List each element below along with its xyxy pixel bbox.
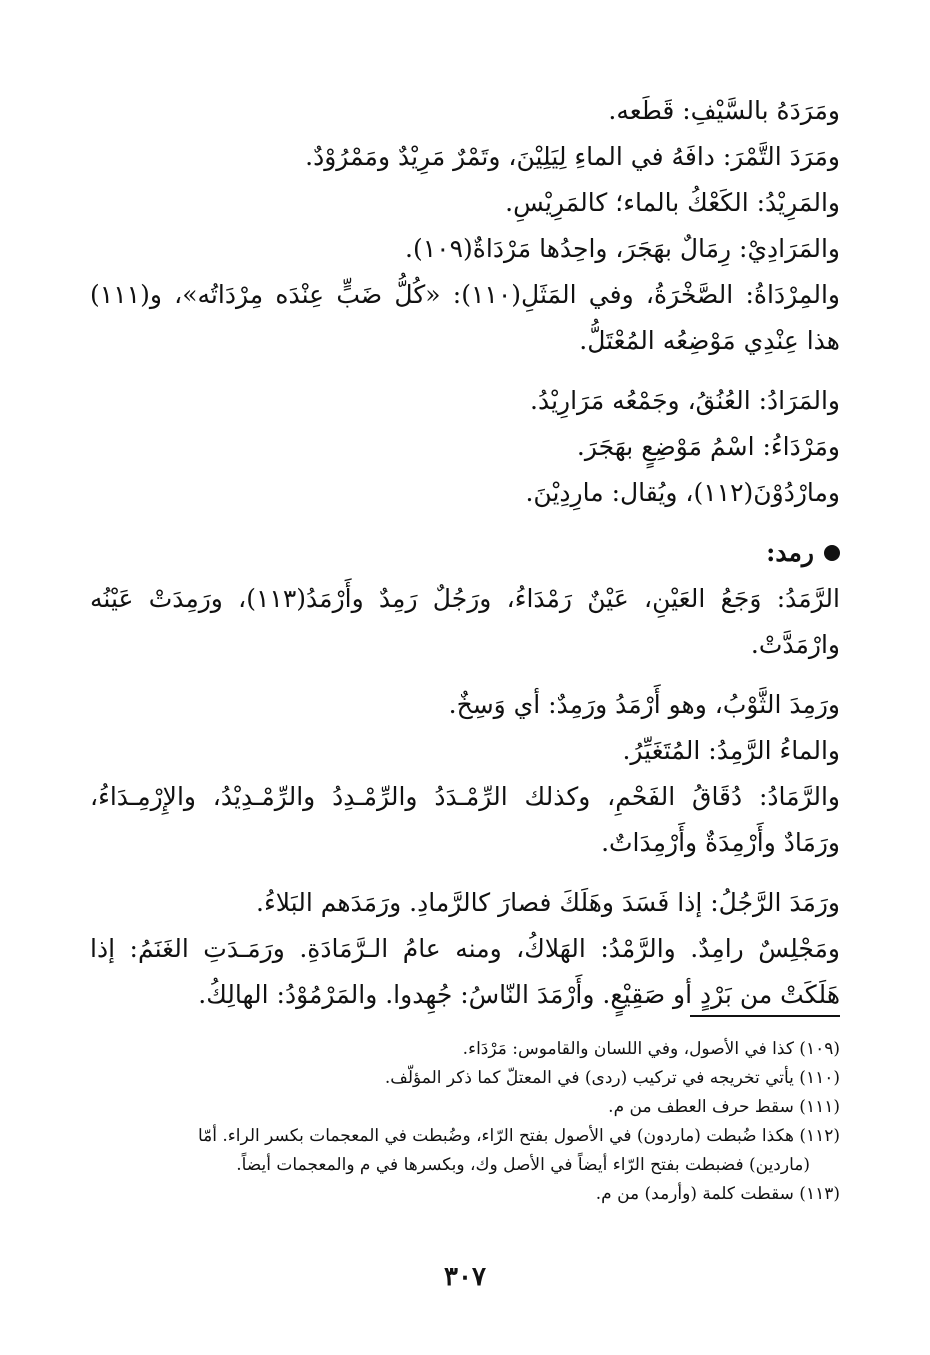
text-line: ومَجْلِسٌ رامِدٌ. والرَّمْدُ: الهَلاكُ، ومنه عامُ الـرَّمَادَةِ. ورَمَـدَتِ الغَنَمُ: إذا xyxy=(90,934,840,963)
text-line: الرَّمَدُ: وَجَعُ العَيْنِ، عَيْنٌ رَمْدَاءُ، ورَجُلٌ رَمِدٌ وأَرْمَدُ(١١٣)، ورَمِدَتْ عَيْنُه xyxy=(90,584,840,613)
text-line: هذا عِنْدِي مَوْضِعُه المُعْتَلُّ. xyxy=(579,326,840,355)
footnote-112-continued: (ماردين) فضبطت بفتح الرّاء أيضاً في الأصل وك، وبكسرها في م والمعجمات أيضاً. xyxy=(236,1155,810,1175)
text-line: ورَمَادٌ وأَرْمِدَةٌ وأَرْمِدَاتٌ. xyxy=(601,828,840,857)
entry-heading xyxy=(90,530,840,576)
text-line: والمَرِيْدُ: الكَعْكُ بالماء؛ كالمَرِيْسِ. xyxy=(505,188,840,217)
text-line: والرَّمَادُ: دُقَاقُ الفَحْمِ، وكذلك الرِّمْـدَدُ والرِّمْـدِدُ والرِّمْـدِيْدُ، والإِرْمِـدَاءُ، xyxy=(90,782,840,811)
text-line: والمِرْدَاةُ: الصَّخْرَةُ، وفي المَثَلِ(١١٠): «كُلُّ ضَبٍّ عِنْدَه مِرْدَاتُه»، و(١١١) xyxy=(90,280,840,309)
text-line: ورَمِدَ الثَّوْبُ، وهو أَرْمَدُ ورَمِدٌ: أي وَسِخٌ. xyxy=(448,690,840,719)
footnote-divider xyxy=(690,1015,840,1017)
footnote-110: (١١٠) يأتي تخريجه في تركيب (ردى) في المعتلّ كما ذكر المؤلّف. xyxy=(384,1068,840,1088)
text-line: والمَرَادِيْ: رِمَالٌ بهَجَرَ، واحِدُها مَرْدَاةٌ(١٠٩). xyxy=(405,234,840,263)
footnote-109: (١٠٩) كذا في الأصول، وفي اللسان والقاموس: مَرْدَاء. xyxy=(462,1039,840,1059)
footnote-113: (١١٣) سقطت كلمة (وأرمد) من م. xyxy=(595,1184,840,1204)
page-number: ٣٠٧ xyxy=(444,1262,486,1292)
text-line: والماءُ الرَّمِدُ: المُتَغَيِّرُ. xyxy=(622,736,840,765)
text-line: والمَرَادُ: العُنُقُ، وجَمْعُه مَرَارِيْدُ. xyxy=(530,386,840,415)
text-line: هَلَكَتْ من بَرْدٍ أو صَقِيْعٍ. وأَرْمَدَ النّاسُ: جُهِدوا. والمَرْمُوْدُ: الهالِكُ. xyxy=(198,980,840,1009)
footnote-112: (١١٢) هكذا ضُبطت (ماردون) في الأصول بفتح الرّاء، وضُبطت في المعجمات بكسر الراء. أمّا xyxy=(197,1126,840,1146)
bullet-icon xyxy=(824,545,840,561)
footnotes xyxy=(90,1035,840,1209)
main-text xyxy=(90,88,840,1018)
entry-heading-label: رمد: xyxy=(766,538,814,567)
footnote-111: (١١١) سقط حرف العطف من م. xyxy=(608,1097,840,1117)
text-line: ومَرَدَ التَّمْرَ: دافَهُ في الماءِ لِيَلِيْنَ، وتَمْرٌ مَرِيْدٌ ومَمْرُوْدٌ. xyxy=(305,142,840,171)
text-line: ومارْدُوْنَ(١١٢)، ويُقال: مارِدِيْنَ. xyxy=(525,478,840,507)
text-line: ورَمَدَ الرَّجُلُ: إذا فَسَدَ وهَلَكَ فصارَ كالرَّمادِ. ورَمَدَهم البَلاءُ. xyxy=(256,888,840,917)
text-line: ومَرْدَاءُ: اسْمُ مَوْضِعٍ بهَجَرَ. xyxy=(576,432,840,461)
text-line: ومَرَدَهُ بالسَّيْفِ: قَطَعه. xyxy=(608,96,840,125)
text-line: وارْمَدَّتْ. xyxy=(750,630,840,659)
